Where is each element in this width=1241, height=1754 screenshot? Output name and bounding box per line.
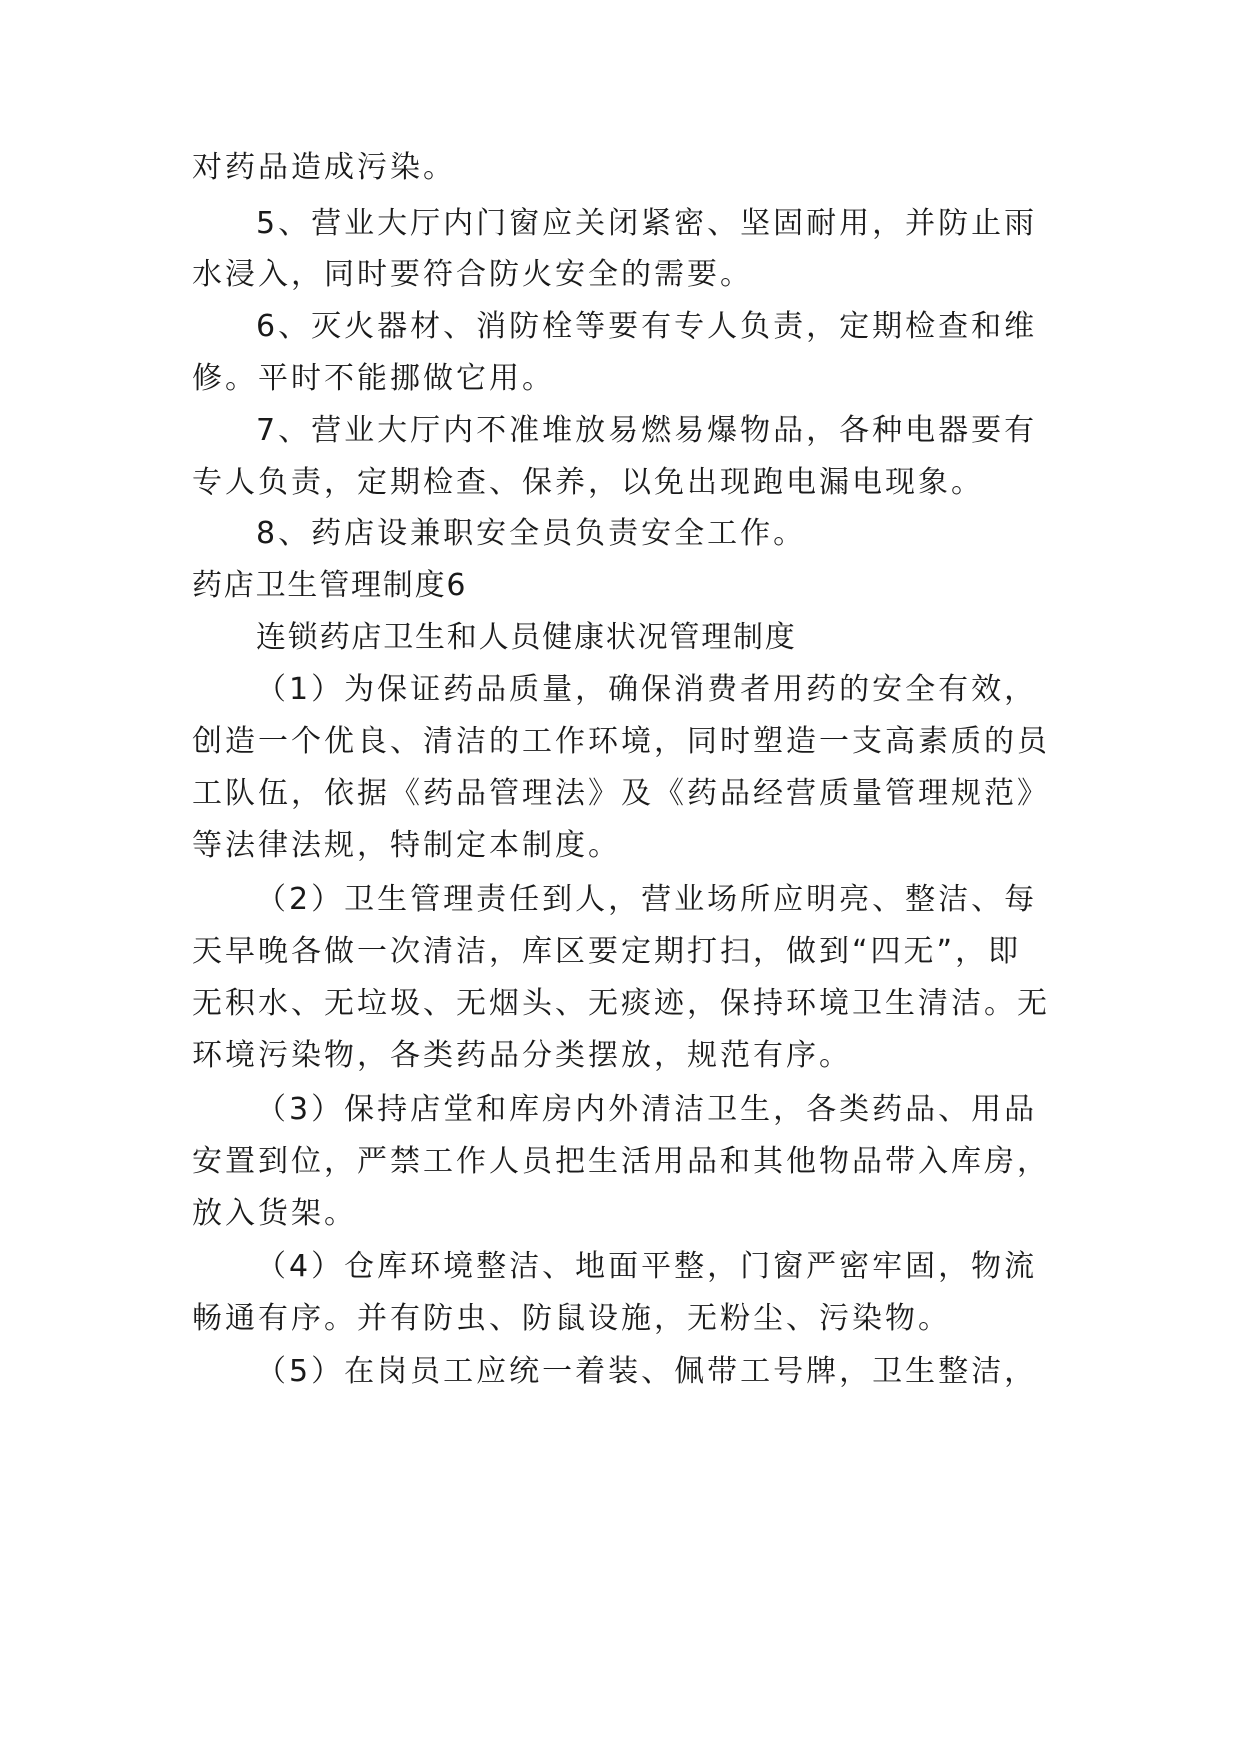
text-line: （1）为保证药品质量，确保消费者用药的安全有效， xyxy=(256,672,1038,707)
text-line: 天早晚各做一次清洁，库区要定期打扫，做到“四无”，即 xyxy=(192,934,1022,969)
text-line: 畅通有序。并有防虫、防鼠设施，无粉尘、污染物。 xyxy=(192,1301,951,1336)
text-line: 对药品造成污染。 xyxy=(192,150,456,185)
text-line: 等法律法规，特制定本制度。 xyxy=(192,828,621,863)
text-line: 修。平时不能挪做它用。 xyxy=(192,361,555,396)
text-line: （2）卫生管理责任到人，营业场所应明亮、整洁、每 xyxy=(256,882,1038,917)
text-line: 水浸入，同时要符合防火安全的需要。 xyxy=(192,257,753,292)
section-heading: 药店卫生管理制度6 xyxy=(192,568,468,603)
text-line: 7、营业大厅内不准堆放易燃易爆物品，各种电器要有 xyxy=(256,413,1038,448)
text-line: 8、药店设兼职安全员负责安全工作。 xyxy=(256,516,807,551)
section-subheading: 连锁药店卫生和人员健康状况管理制度 xyxy=(256,620,797,655)
text-line: （5）在岗员工应统一着装、佩带工号牌，卫生整洁， xyxy=(256,1354,1038,1389)
text-line: 6、灭火器材、消防栓等要有专人负责，定期检查和维 xyxy=(256,309,1038,344)
text-line: 放入货架。 xyxy=(192,1196,357,1231)
text-line: 专人负责，定期检查、保养，以免出现跑电漏电现象。 xyxy=(192,465,984,500)
text-line: （4）仓库环境整洁、地面平整，门窗严密牢固，物流 xyxy=(256,1249,1038,1284)
text-line: 创造一个优良、清洁的工作环境，同时塑造一支高素质的员 xyxy=(192,724,1050,759)
text-line: 5、营业大厅内门窗应关闭紧密、坚固耐用，并防止雨 xyxy=(256,206,1038,241)
text-line: （3）保持店堂和库房内外清洁卫生，各类药品、用品 xyxy=(256,1092,1038,1127)
text-line: 安置到位，严禁工作人员把生活用品和其他物品带入库房， xyxy=(192,1144,1050,1179)
text-line: 工队伍，依据《药品管理法》及《药品经营质量管理规范》 xyxy=(192,776,1050,811)
text-line: 无积水、无垃圾、无烟头、无痰迹，保持环境卫生清洁。无 xyxy=(192,986,1050,1021)
text-line: 环境污染物，各类药品分类摆放，规范有序。 xyxy=(192,1038,852,1073)
